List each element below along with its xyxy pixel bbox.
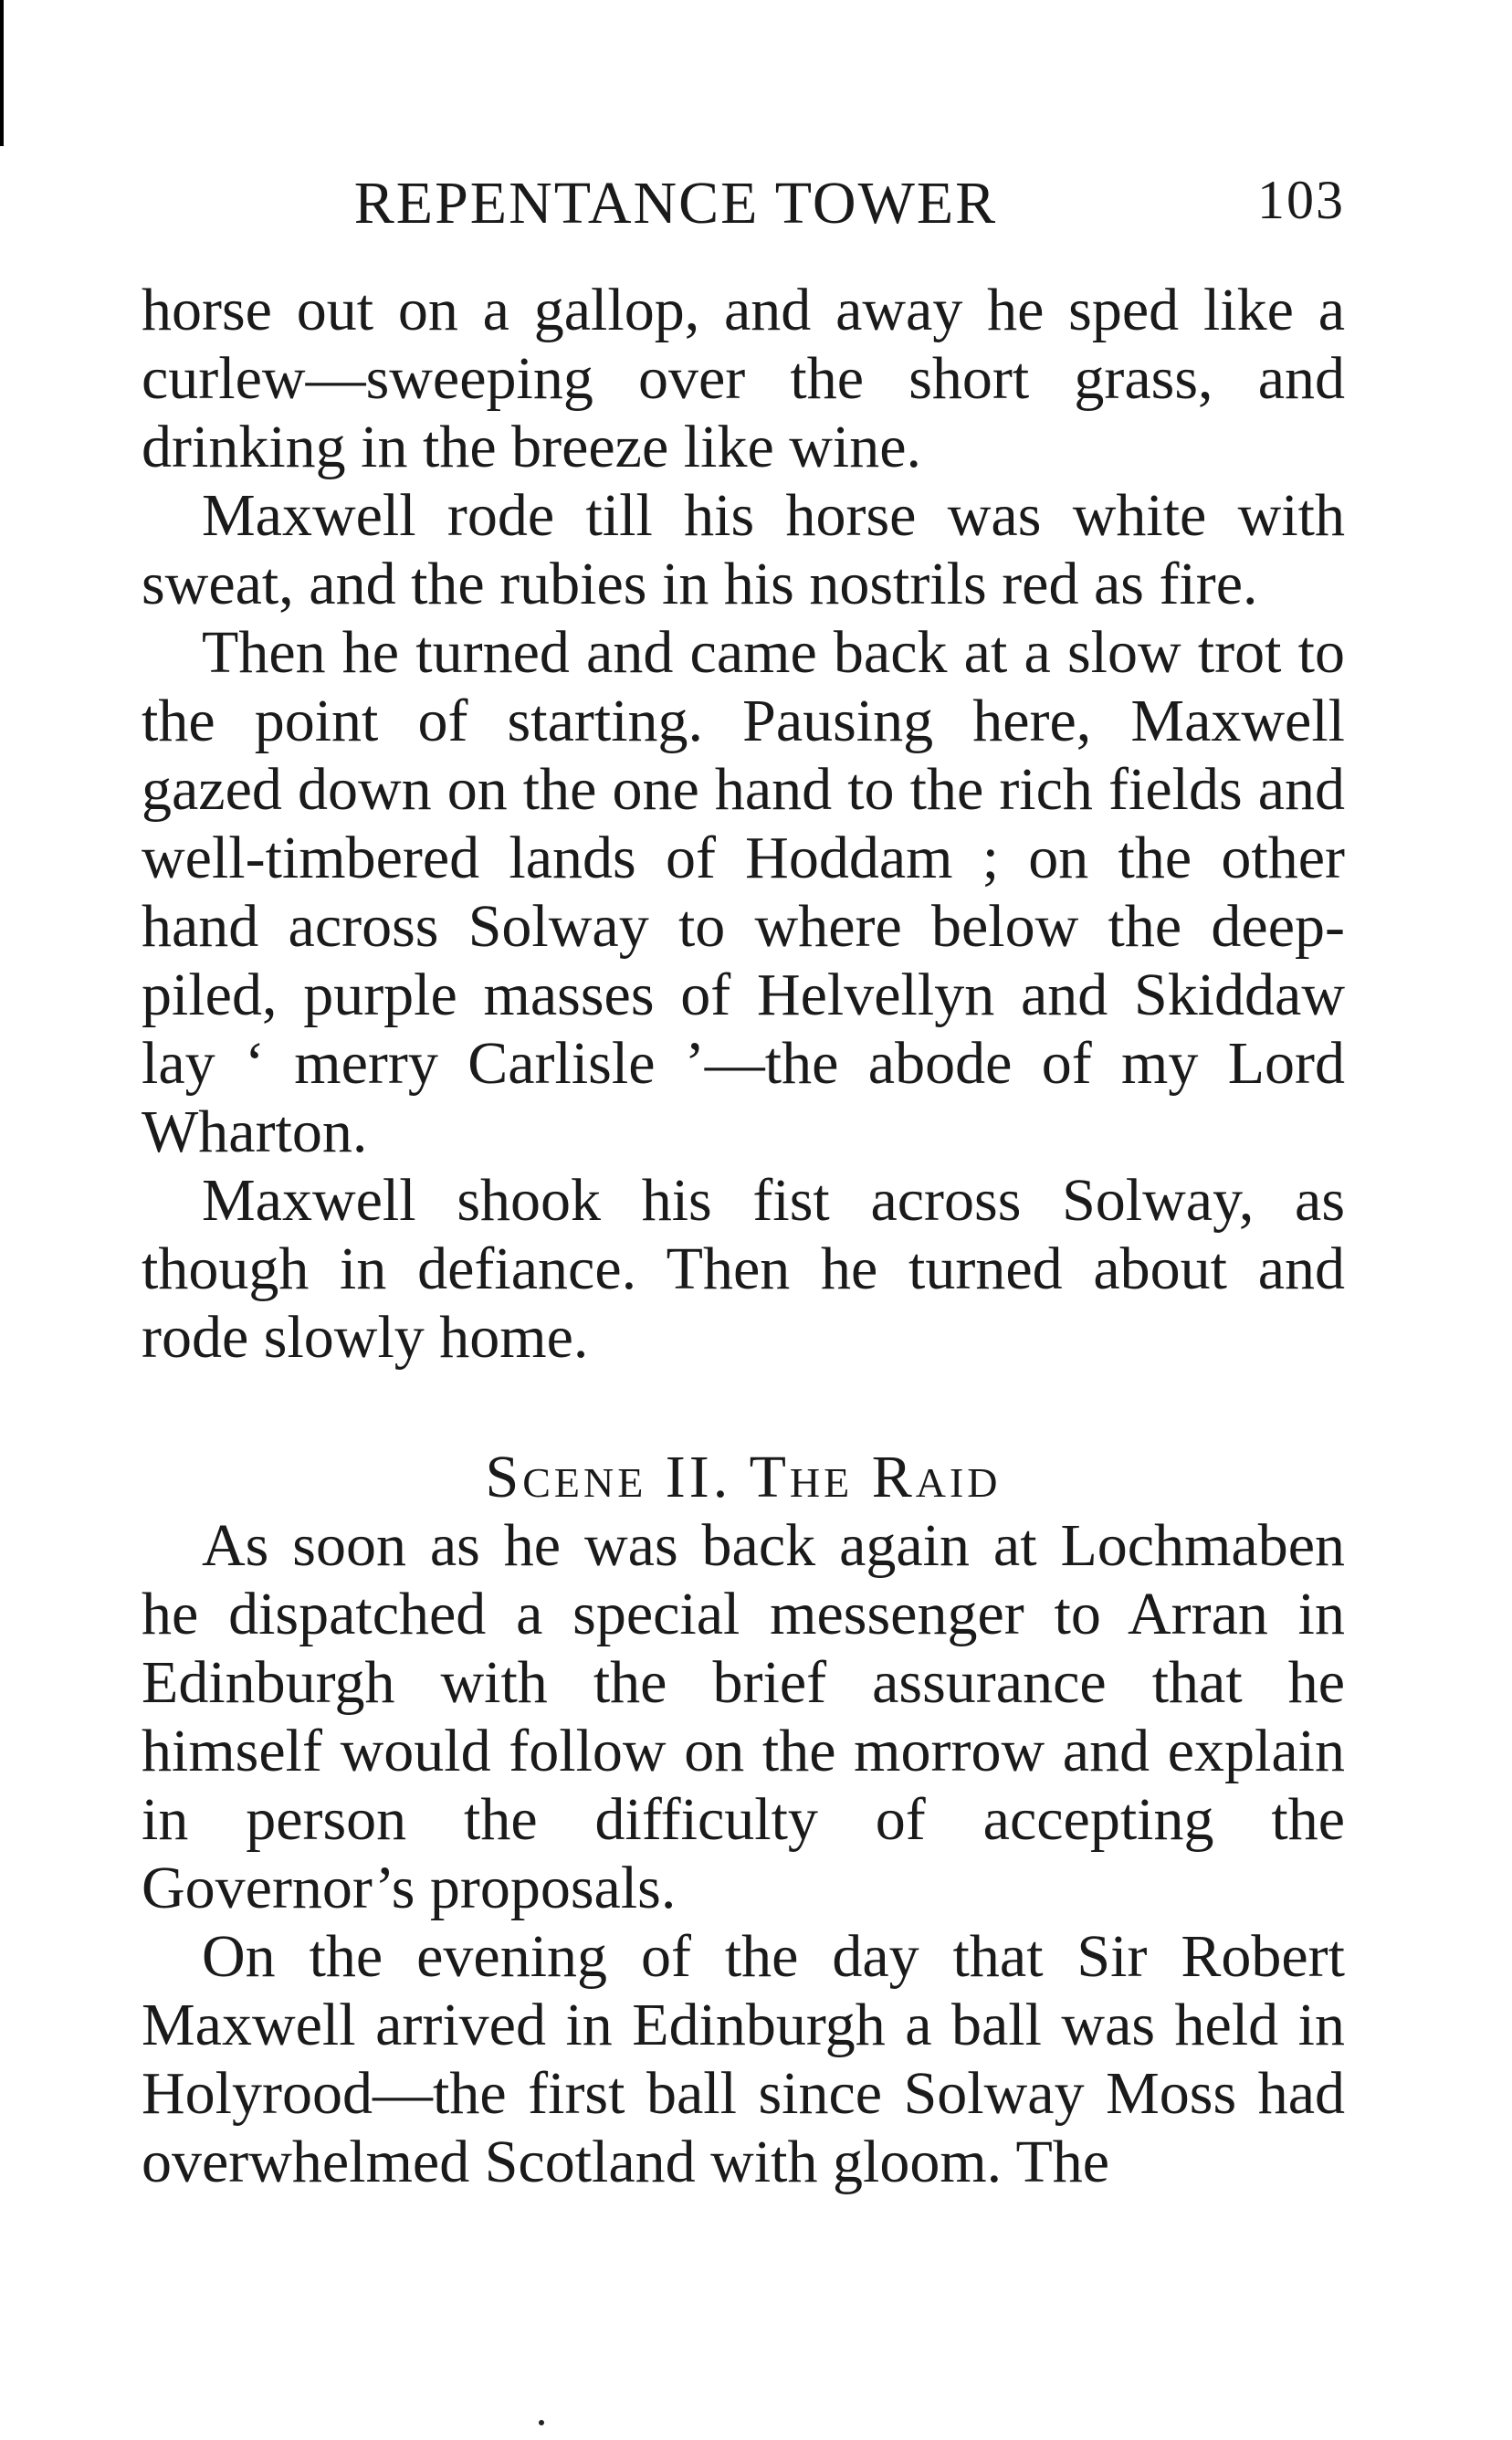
paragraph: Then he turned and came back at a slow trot to the point of starting. Pausing here, Maxwell gazed down on the one hand to the rich fields and well-timbered lands of Hoddam ; on the other hand across Solway to where below the deep-piled, purple masses of Helvellyn and Skiddaw lay ‘ merry Carlisle ’—the abode of my Lord Wharton. [142, 619, 1345, 1165]
paragraph: Maxwell rode till his horse was white with sweat, and the rubies in his nostrils red as fire. [142, 482, 1345, 617]
page-edge-rule [0, 0, 4, 146]
page-number: 103 [1257, 170, 1345, 230]
running-title: REPENTANCE TOWER [353, 170, 998, 237]
paragraph: As soon as he was back again at Lochmaben he dispatched a special messenger to Arran in Edinburgh with the brief assurance that he himself would follow on the morrow and explain in person the difficulty of accepting the Governor’s proposals. [142, 1512, 1345, 1921]
text-block-section-one [142, 276, 1345, 1372]
print-speck [539, 2420, 544, 2425]
running-head [142, 169, 1345, 242]
paragraph: Maxwell shook his fist across Solway, as though in defiance. Then he turned about and rode slowly home. [142, 1167, 1345, 1371]
scene-heading: Scene II. The Raid [485, 1444, 1002, 1510]
text-block-section-two [142, 1511, 1345, 2196]
paragraph: On the evening of the day that Sir Robert Maxwell arrived in Edinburgh a ball was held in Holyrood—the first ball since Solway Moss had overwhelmed Scotland with gloom. The [142, 1923, 1345, 2195]
paragraph: horse out on a gallop, and away he sped like a curlew—sweeping over the short grass, and drinking in the breeze like wine. [142, 277, 1345, 480]
